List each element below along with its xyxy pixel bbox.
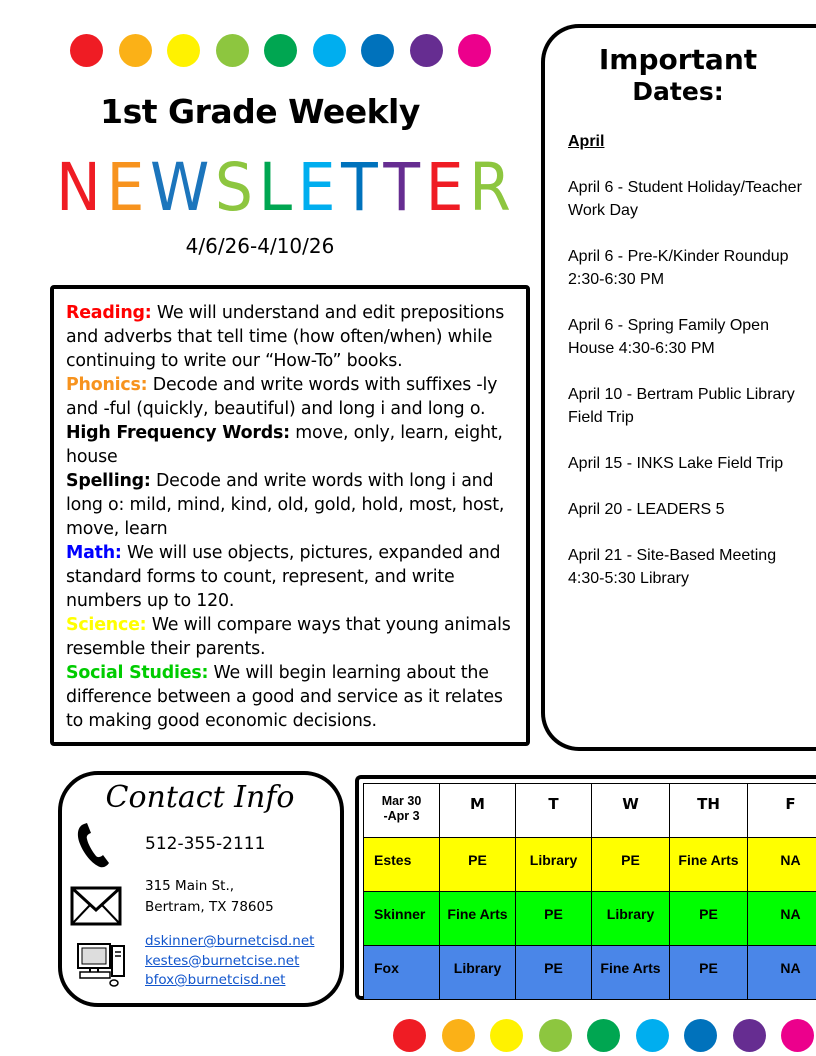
address-line-1: 315 Main St.,: [145, 878, 235, 894]
specials-schedule: [355, 775, 816, 1000]
decorative-dots-top: [70, 34, 491, 67]
week-label-2: -Apr 3: [383, 809, 420, 823]
subject-label: Social Studies:: [66, 663, 209, 683]
schedule-cell: PE: [440, 838, 516, 892]
schedule-header-row: [364, 784, 816, 838]
date-item: April 20 - LEADERS 5: [568, 501, 725, 518]
schedule-cell: PE: [592, 838, 670, 892]
dates-month: April: [568, 133, 605, 150]
decorative-dot: [216, 34, 249, 67]
schedule-cell: Library: [516, 838, 592, 892]
schedule-row: [364, 838, 816, 892]
computer-icon: [76, 942, 128, 988]
schedule-cell: Library: [440, 946, 516, 1000]
schedule-cell: PE: [516, 946, 592, 1000]
date-item: April 15 - INKS Lake Field Trip: [568, 455, 784, 472]
newsletter-letter: N: [56, 149, 101, 227]
newsletter-letter: E: [297, 149, 336, 227]
week-label-1: Mar 30: [381, 794, 422, 808]
subject-label: Reading:: [66, 303, 152, 323]
subject-label: Phonics:: [66, 375, 148, 395]
decorative-dot: [490, 1019, 523, 1052]
schedule-week-cell: [364, 784, 440, 838]
decorative-dot: [733, 1019, 766, 1052]
decorative-dot: [442, 1019, 475, 1052]
schedule-cell: Fine Arts: [592, 946, 670, 1000]
newsletter-title: 1st Grade Weekly: [100, 92, 420, 131]
subject-entry: [66, 421, 514, 469]
subject-label: High Frequency Words:: [66, 423, 290, 443]
dates-list: [568, 176, 808, 613]
schedule-day-header: M: [440, 784, 516, 838]
subject-entry: [66, 541, 514, 613]
subject-entry: [66, 469, 514, 541]
subject-text: We will begin learning about the difference between a good and service as it relates to making good economic decisions.: [66, 663, 503, 731]
newsletter-word: [56, 149, 511, 227]
subject-text: We will understand and edit prepositions and adverbs that tell time (how often/when) while continuing to write our “How-To” books.: [66, 303, 505, 371]
decorative-dot: [410, 34, 443, 67]
contact-phone: 512-355-2111: [145, 834, 266, 854]
important-dates-title-line2: Dates:: [632, 77, 724, 106]
schedule-cell: PE: [516, 892, 592, 946]
subject-text: move, only, learn, eight, house: [66, 423, 503, 467]
date-item: April 6 - Student Holiday/Teacher Work Day: [568, 179, 802, 219]
decorative-dot: [636, 1019, 669, 1052]
schedule-teacher-cell: Estes: [364, 838, 440, 892]
subject-entry: [66, 613, 514, 661]
schedule-day-header: T: [516, 784, 592, 838]
decorative-dot: [119, 34, 152, 67]
subject-label: Spelling:: [66, 471, 151, 491]
important-dates-title-line1: Important: [598, 43, 758, 76]
email-link-fox[interactable]: bfox@burnetcisd.net: [145, 972, 286, 988]
decorative-dot: [264, 34, 297, 67]
decorative-dot: [781, 1019, 814, 1052]
date-item: April 10 - Bertram Public Library Field Trip: [568, 386, 795, 426]
subject-text: Decode and write words with suffixes -ly and -ful (quickly, beautiful) and long i and long o.: [66, 375, 498, 419]
subjects-box: [50, 285, 530, 746]
decorative-dot: [587, 1019, 620, 1052]
phone-icon: [74, 820, 114, 870]
subject-text: We will compare ways that young animals resemble their parents.: [66, 615, 511, 659]
schedule-cell: NA: [748, 838, 816, 892]
decorative-dot: [361, 34, 394, 67]
subject-entry: [66, 373, 514, 421]
decorative-dot: [684, 1019, 717, 1052]
schedule-cell: NA: [748, 892, 816, 946]
decorative-dot: [70, 34, 103, 67]
newsletter-letter: S: [214, 149, 254, 227]
newsletter-letter: W: [150, 149, 210, 227]
schedule-day-header: F: [748, 784, 816, 838]
subject-label: Science:: [66, 615, 147, 635]
schedule-table: [363, 783, 816, 1000]
subject-entry: [66, 661, 514, 733]
schedule-cell: Fine Arts: [440, 892, 516, 946]
newsletter-letter: T: [383, 149, 421, 227]
schedule-cell: PE: [670, 892, 748, 946]
schedule-day-header: W: [592, 784, 670, 838]
email-link-skinner[interactable]: dskinner@burnetcisd.net: [145, 933, 315, 949]
contact-address: [145, 876, 274, 918]
decorative-dots-bottom: [393, 1019, 814, 1052]
date-item: April 6 - Spring Family Open House 4:30-6:30 PM: [568, 317, 769, 357]
newsletter-letter: R: [469, 149, 511, 227]
decorative-dot: [313, 34, 346, 67]
schedule-cell: Fine Arts: [670, 838, 748, 892]
subject-text: Decode and write words with long i and long o: mild, mind, kind, old, gold, hold, most, host, move, learn: [66, 471, 505, 539]
address-line-2: Bertram, TX 78605: [145, 899, 274, 915]
subject-text: We will use objects, pictures, expanded and standard forms to count, represent, and write numbers up to 120.: [66, 543, 501, 611]
schedule-cell: PE: [670, 946, 748, 1000]
contact-emails: [145, 932, 314, 991]
schedule-day-header: TH: [670, 784, 748, 838]
decorative-dot: [393, 1019, 426, 1052]
newsletter-letter: E: [106, 149, 145, 227]
schedule-teacher-cell: Fox: [364, 946, 440, 1000]
newsletter-letter: E: [425, 149, 464, 227]
date-item: April 6 - Pre-K/Kinder Roundup 2:30-6:30 PM: [568, 248, 789, 288]
date-item: April 21 - Site-Based Meeting 4:30-5:30 Library: [568, 547, 777, 587]
decorative-dot: [539, 1019, 572, 1052]
schedule-cell: Library: [592, 892, 670, 946]
decorative-dot: [167, 34, 200, 67]
newsletter-letter: L: [258, 149, 293, 227]
subject-entry: [66, 301, 514, 373]
newsletter-letter: T: [341, 149, 378, 227]
contact-title: Contact Info: [105, 780, 295, 815]
email-link-estes[interactable]: kestes@burnetcise.net: [145, 952, 300, 969]
schedule-cell: NA: [748, 946, 816, 1000]
subject-label: Math:: [66, 543, 122, 563]
schedule-row: [364, 892, 816, 946]
schedule-row: [364, 946, 816, 1000]
week-range: 4/6/26-4/10/26: [185, 234, 335, 258]
decorative-dot: [458, 34, 491, 67]
mail-icon: [70, 886, 122, 926]
schedule-teacher-cell: Skinner: [364, 892, 440, 946]
important-dates-title: [548, 44, 808, 108]
